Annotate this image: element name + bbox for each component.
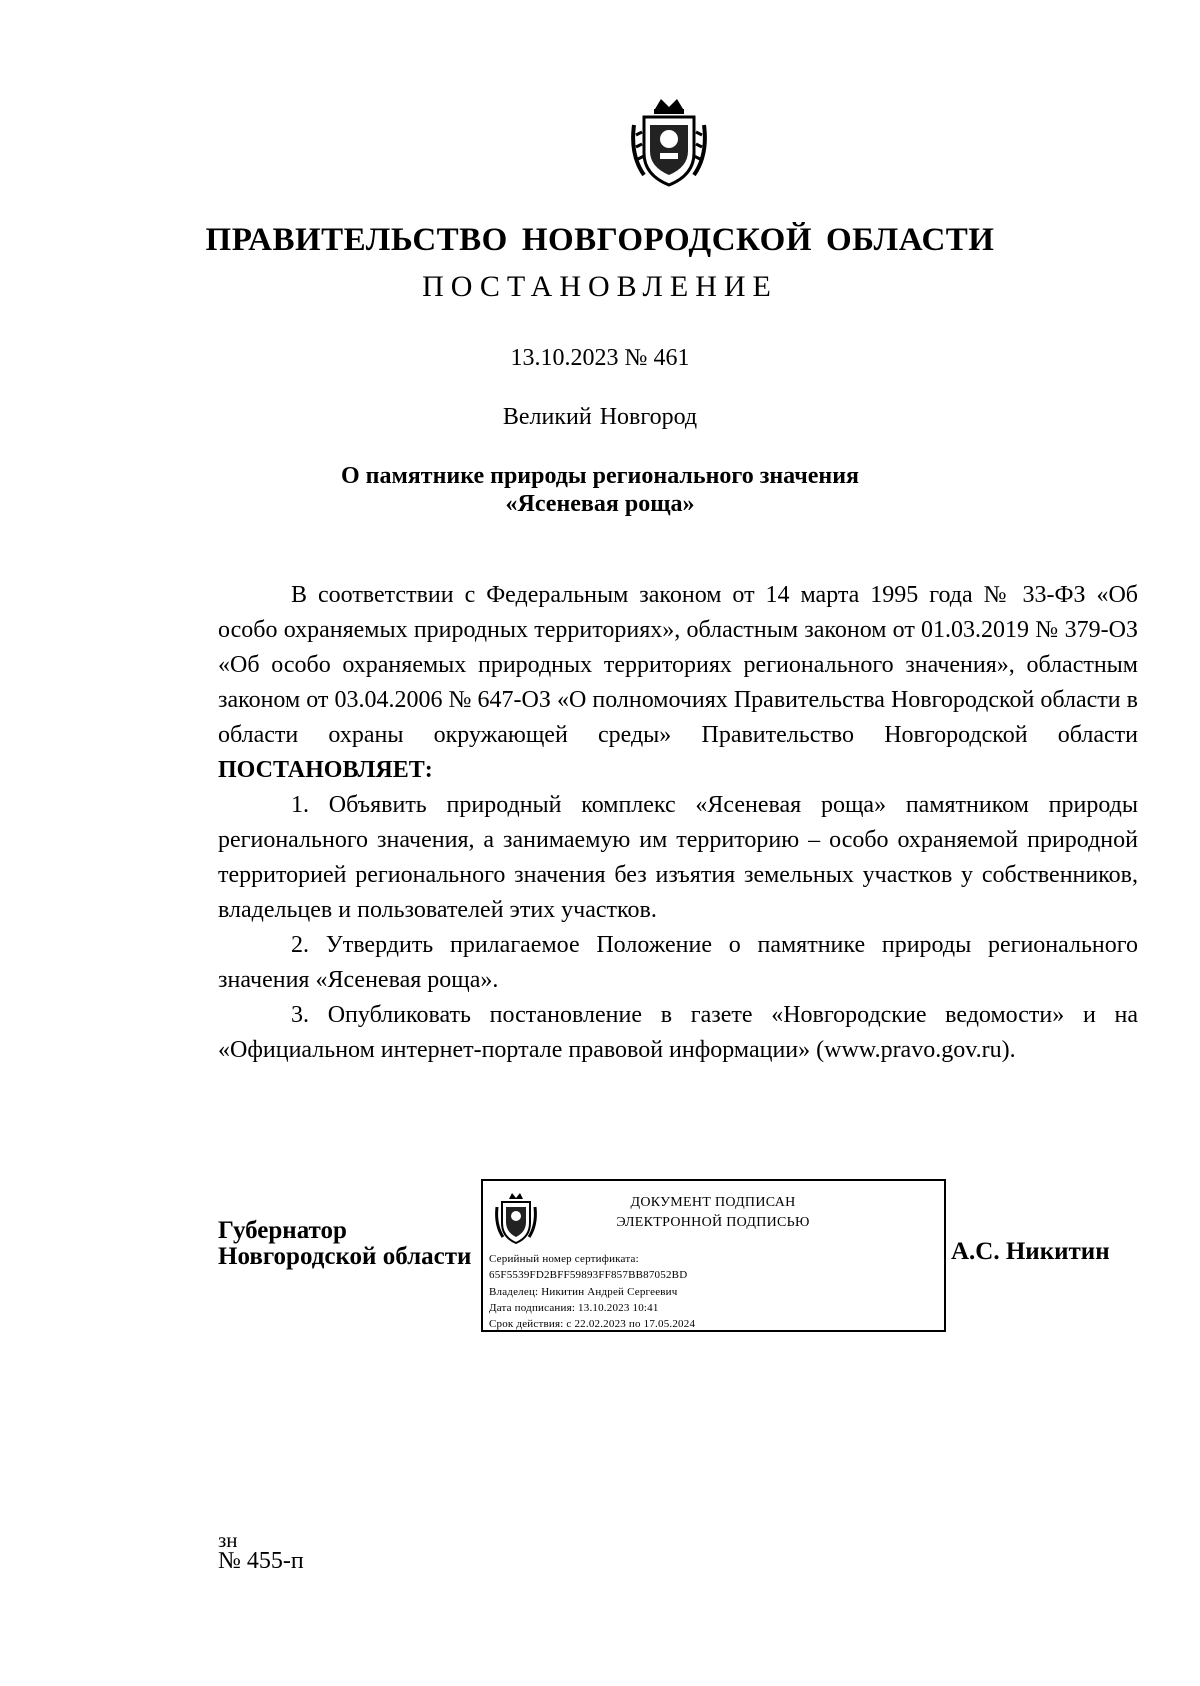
document-type: ПОСТАНОВЛЕНИЕ bbox=[422, 270, 778, 303]
city-word: Новгород bbox=[599, 404, 698, 430]
document-subject bbox=[0, 462, 1200, 518]
item-paragraph: 3. Опубликовать постановление в газете «Новгородские ведомости» и на «Официальном интернет-портале правовой информации» (www.pravo.gov.ru). bbox=[218, 1002, 1138, 1063]
signer-name: А.С. Никитин bbox=[951, 1238, 1110, 1265]
registration-mark bbox=[218, 1530, 304, 1572]
registration-number: № 455-п bbox=[218, 1548, 304, 1574]
subject-line: О памятнике природы регионального значения bbox=[340, 463, 860, 489]
stamp-heading: ДОКУМЕНТ ПОДПИСАН bbox=[630, 1195, 796, 1210]
signer-title-line: Новгородской области bbox=[218, 1243, 472, 1270]
resolves-keyword: ПОСТАНОВЛЯЕТ: bbox=[218, 757, 433, 783]
stamp-cert-label: Серийный номер сертификата: bbox=[489, 1253, 639, 1265]
org-word: ОБЛАСТИ bbox=[826, 222, 995, 258]
city-word: Великий bbox=[502, 404, 592, 430]
preamble-paragraph bbox=[218, 578, 1138, 788]
electronic-signature-stamp bbox=[481, 1179, 946, 1332]
subject-line: «Ясеневая роща» bbox=[505, 491, 695, 517]
org-word: НОВГОРОДСКОЙ bbox=[521, 222, 813, 258]
coat-of-arms-icon bbox=[630, 95, 708, 191]
stamp-cert-number: 65F5539FD2BFF59893FF857BB87052BD bbox=[489, 1269, 688, 1281]
org-word: ПРАВИТЕЛЬСТВО bbox=[205, 222, 508, 258]
signer-title bbox=[218, 1218, 471, 1270]
registration-initials: зн bbox=[218, 1528, 238, 1552]
document-date-number: 13.10.2023 № 461 bbox=[510, 345, 690, 371]
city bbox=[0, 404, 1200, 431]
stamp-heading: ЭЛЕКТРОННОЙ ПОДПИСЬЮ bbox=[616, 1215, 810, 1230]
stamp-validity: Срок действия: с 22.02.2023 по 17.05.2024 bbox=[489, 1318, 696, 1330]
signer-title-line: Губернатор bbox=[218, 1217, 347, 1244]
stamp-owner: Владелец: Никитин Андрей Сергеевич bbox=[489, 1286, 678, 1298]
organization-title bbox=[0, 222, 1200, 259]
item-paragraph: 2. Утвердить прилагаемое Положение о памятнике природы регионального значения «Ясеневая роща». bbox=[218, 932, 1138, 993]
preamble-text: В соответствии с Федеральным законом от 14 марта 1995 года № 33-ФЗ «Об особо охраняемых природных территориях», областным законом от 01.03.2019 № 379-ОЗ «Об особо охраняемых природных территориях регионального значения», областным законом от 03.04.2006 № 647-ОЗ «О полномочиях Правительства Новгородской области в области охраны окружающей среды» Правительство Новгородской области bbox=[218, 582, 1138, 748]
document-body bbox=[218, 578, 1138, 1068]
stamp-coat-of-arms-icon bbox=[495, 1191, 537, 1247]
stamp-signed-date: Дата подписания: 13.10.2023 10:41 bbox=[489, 1302, 659, 1314]
item-paragraph: 1. Объявить природный комплекс «Ясеневая роща» памятником природы регионального значения, а занимаемую им территорию – особо охраняемой природной территорией регионального значения без изъятия земельных участков у собственников, владельцев и пользователей этих участков. bbox=[218, 792, 1138, 923]
